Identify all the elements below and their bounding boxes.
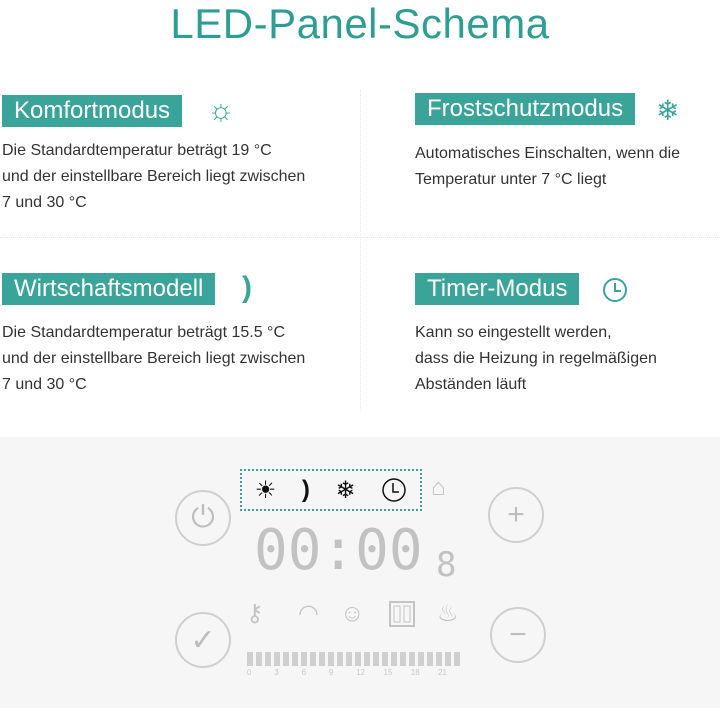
- snowflake-icon: ❄: [656, 95, 680, 126]
- window-icon: [389, 601, 415, 627]
- level-segment: [400, 652, 406, 666]
- level-segment: [274, 652, 280, 666]
- vertical-divider: [360, 90, 361, 410]
- scale-tick: 6: [301, 668, 307, 677]
- wirtschaft-description: Die Standardtemperatur beträgt 15.5 °C und der einstellbare Bereich liegt zwischen 7 und 30 °C: [2, 324, 306, 393]
- level-segment: [328, 652, 334, 666]
- child-lock-icon: ☺: [340, 600, 365, 627]
- scale-tick: 3: [274, 668, 279, 677]
- key-icon: ⚷: [246, 600, 264, 627]
- level-segment: [346, 652, 352, 666]
- frost-description: Automatisches Einschalten, wenn die Temperatur unter 7 °C liegt: [415, 145, 681, 188]
- scale-tick: 12: [356, 668, 366, 677]
- plus-button[interactable]: +: [488, 487, 544, 543]
- floor-heating-icon: ♨: [437, 600, 459, 627]
- moon-icon: ): [301, 476, 310, 503]
- level-segment: [337, 652, 343, 666]
- level-segment: [382, 652, 388, 666]
- level-segment: [427, 652, 433, 666]
- house-icon: ⌂: [431, 474, 446, 501]
- timer-label: Timer-Modus: [415, 273, 579, 305]
- mode-icons-group: [240, 469, 422, 511]
- scale-tick: 21: [438, 668, 447, 677]
- clock-icon: [602, 277, 628, 303]
- level-segment: [409, 652, 415, 666]
- timer-description: Kann so eingestellt werden, dass die Heizung in regelmäßigen Abständen läuft: [415, 324, 657, 393]
- level-segment: [310, 652, 316, 666]
- level-segment: [319, 652, 325, 666]
- sun-icon: ☼: [207, 94, 235, 127]
- level-segment: [355, 652, 361, 666]
- small-digit-display: 8: [436, 545, 457, 585]
- scale-tick: 0: [247, 668, 252, 677]
- level-segment: [301, 652, 307, 666]
- level-segment: [418, 652, 424, 666]
- wifi-icon: ◠: [298, 600, 319, 627]
- power-button[interactable]: ⏻: [175, 490, 231, 546]
- wirtschaft-label: Wirtschaftsmodell: [2, 273, 215, 305]
- level-segment: [391, 652, 397, 666]
- komfort-label: Komfortmodus: [2, 95, 182, 127]
- level-segment: [265, 652, 271, 666]
- minus-button[interactable]: −: [490, 607, 546, 663]
- snowflake-icon: ❄: [335, 476, 356, 504]
- level-bar: [247, 652, 460, 666]
- scale-tick: 9: [328, 668, 334, 677]
- sun-icon: ☀: [254, 476, 277, 504]
- level-segment: [436, 652, 442, 666]
- level-segment: [445, 652, 451, 666]
- confirm-button[interactable]: ✓: [175, 612, 231, 668]
- level-segment: [292, 652, 298, 666]
- level-segment: [364, 652, 370, 666]
- frost-label: Frostschutzmodus: [415, 93, 635, 125]
- komfort-description: Die Standardtemperatur beträgt 19 °C und der einstellbare Bereich liegt zwischen 7 und 30 °C: [2, 142, 306, 211]
- horizontal-divider: [0, 237, 720, 238]
- scale-tick: 15: [383, 668, 393, 677]
- clock-icon: [381, 477, 407, 503]
- level-segment: [247, 652, 253, 666]
- level-segment: [283, 652, 289, 666]
- scale-tick: 18: [410, 668, 420, 677]
- level-segment: [373, 652, 379, 666]
- time-display: 00:00: [254, 518, 423, 583]
- level-segment: [256, 652, 262, 666]
- level-segment: [454, 652, 460, 666]
- moon-icon: ): [242, 271, 252, 304]
- page-title: LED-Panel-Schema: [170, 0, 550, 47]
